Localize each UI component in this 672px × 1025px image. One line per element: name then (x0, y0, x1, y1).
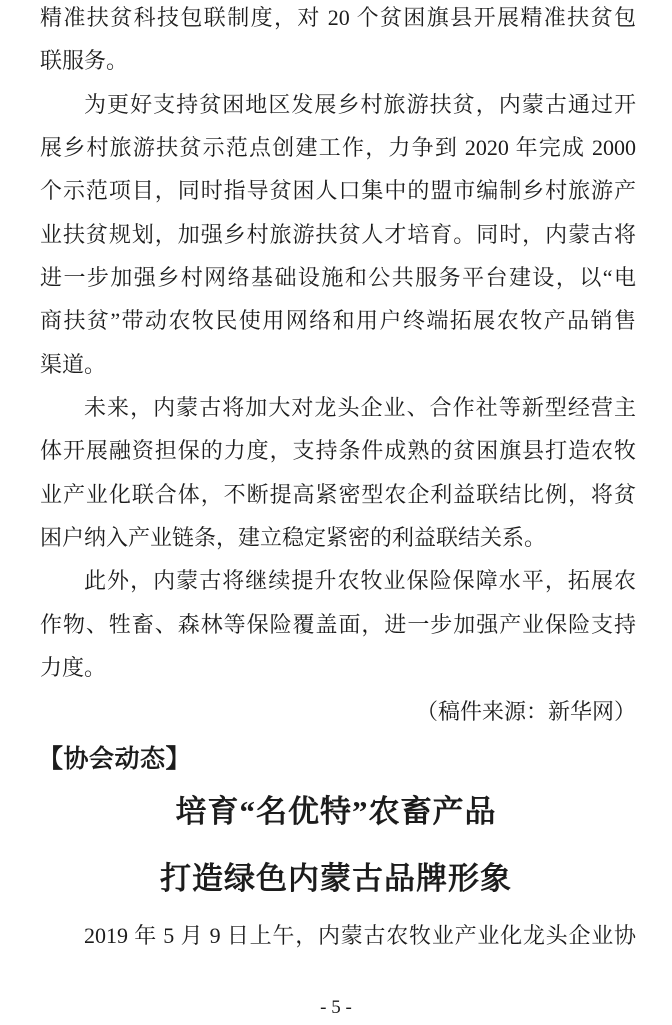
body-text-line: 渠道。 (40, 351, 107, 377)
body-text-line: 体开展融资担保的力度，支持条件成熟的贫困旗县打造农牧 (40, 438, 636, 464)
body-text-line: 精准扶贫科技包联制度，对 20 个贫困旗县开展精准扶贫包 (40, 5, 636, 30)
body-text-line: 2019 年 5 月 9 日上午，内蒙古农牧业产业化龙头企业协 (84, 923, 636, 948)
body-text-line: 个示范项目，同时指导贫困人口集中的盟市编制乡村旅游产 (40, 178, 636, 204)
next-paragraph-block (40, 914, 636, 957)
body-text-line: 业产业化联合体，不断提高紧密型农企利益联结比例，将贫 (40, 481, 636, 507)
body-text-line: 力度。 (40, 655, 107, 681)
body-text-line: 展乡村旅游扶贫示范点创建工作，力争到 2020 年完成 2000 (40, 135, 636, 161)
page-number: - 5 - (320, 997, 352, 1018)
body-text-line: 业扶贫规划，加强乡村旅游扶贫人才培育。同时，内蒙古将 (40, 221, 636, 247)
body-text-line: 为更好支持贫困地区发展乡村旅游扶贫，内蒙古通过开 (84, 91, 636, 117)
body-text-line: 未来，内蒙古将加大对龙头企业、合作社等新型经营主 (84, 395, 636, 421)
body-text-line: 此外，内蒙古将继续提升农牧业保险保障水平，拓展农 (84, 568, 636, 594)
article-title (0, 779, 672, 912)
section-header: 【协会动态】 (38, 745, 192, 773)
body-text-line: 进一步加强乡村网络基础设施和公共服务平台建设，以“电 (40, 265, 636, 291)
article-title-line: 打造绿色内蒙古品牌形象 (160, 860, 512, 896)
body-text-block (40, 0, 636, 733)
body-text-line: 商扶贫”带动农牧民使用网络和用户终端拓展农牧产品销售 (40, 308, 636, 334)
source-credit-line: （稿件来源：新华网） (415, 698, 636, 724)
body-text-line: 联服务。 (40, 48, 129, 74)
body-text-line: 困户纳入产业链条，建立稳定紧密的利益联结关系。 (40, 525, 547, 551)
body-text-line: 作物、牲畜、森林等保险覆盖面，进一步加强产业保险支持 (40, 611, 636, 637)
article-title-line: 培育“名优特”农畜产品 (175, 794, 497, 829)
